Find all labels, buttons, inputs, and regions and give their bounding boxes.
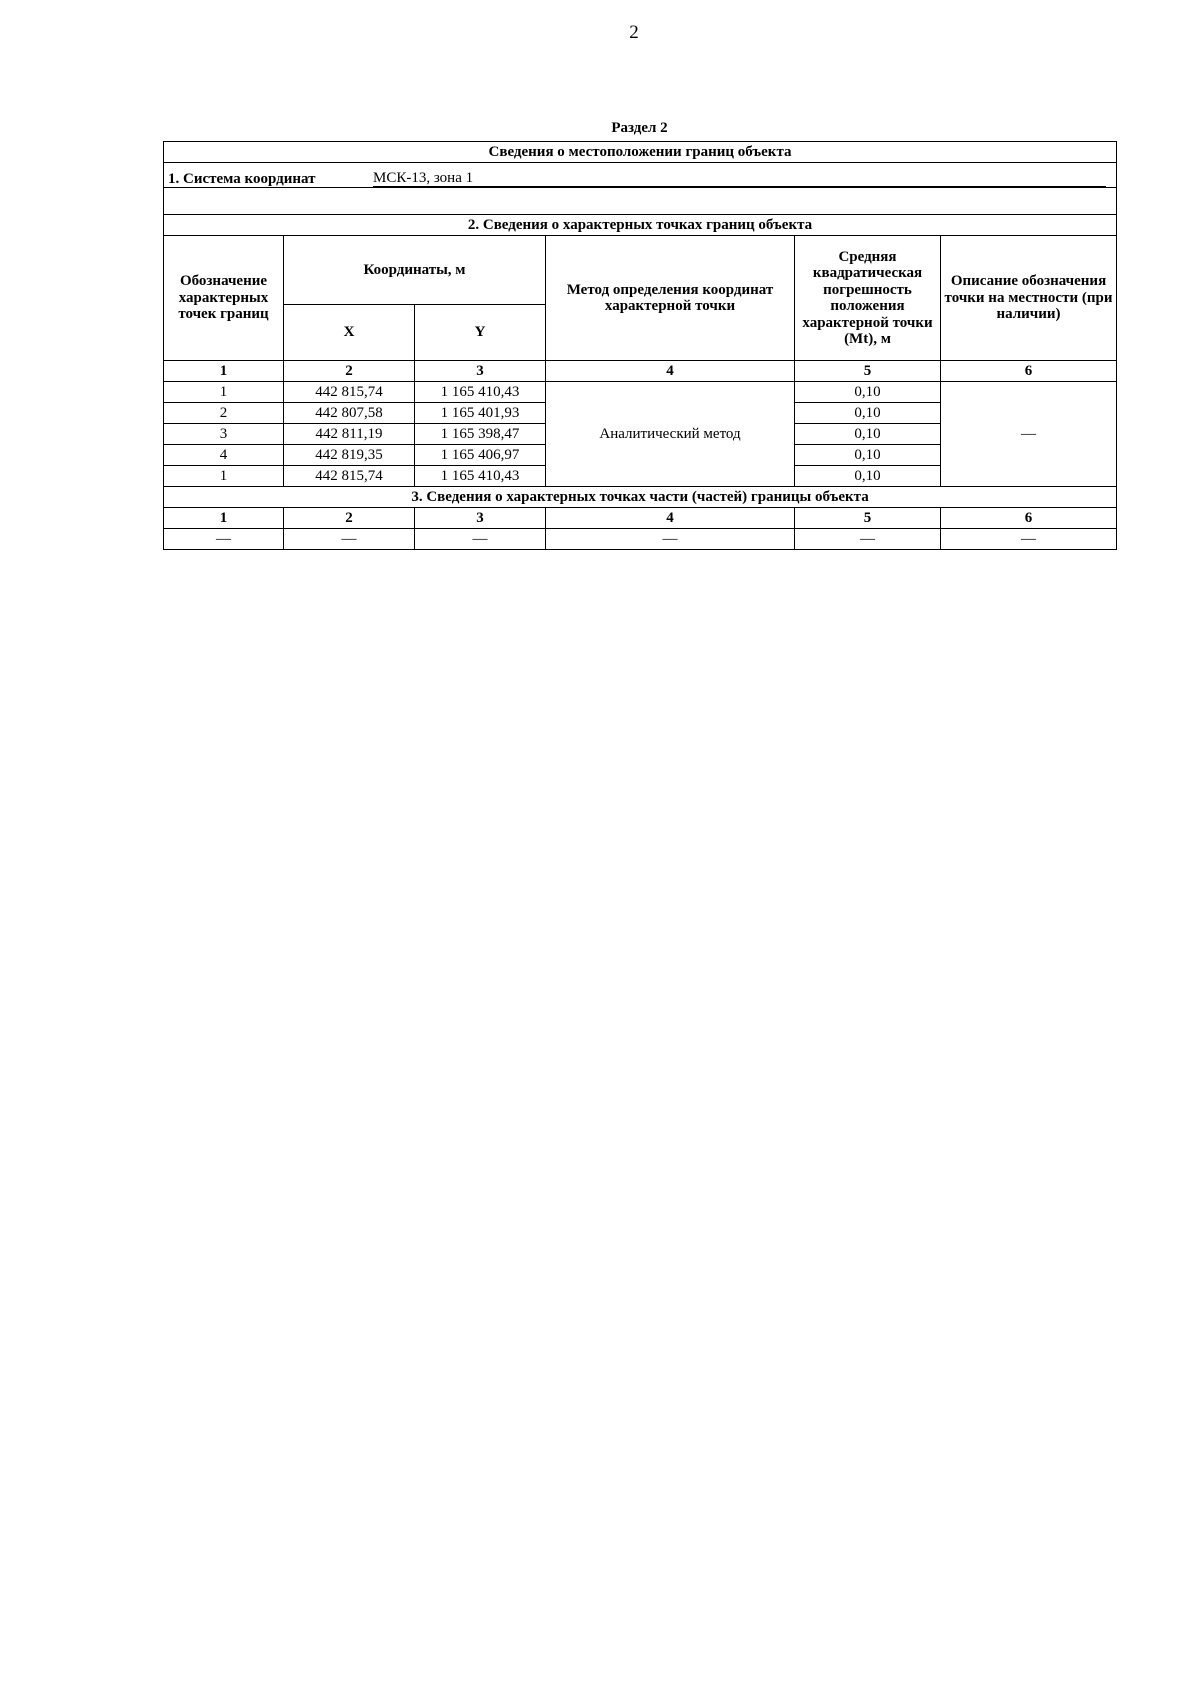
error-cell: 0,10	[795, 403, 941, 424]
header-method: Метод определения координат характерной точки	[546, 236, 795, 361]
column-number-row	[164, 361, 1117, 382]
header-y: Y	[415, 305, 546, 361]
column-number: 4	[546, 361, 795, 382]
column-number: 6	[941, 361, 1117, 382]
header-x: X	[284, 305, 415, 361]
table-row	[164, 382, 1117, 403]
y-cell: 1 165 410,43	[415, 382, 546, 403]
subsection2-title: 2. Сведения о характерных точках границ объекта	[164, 215, 1117, 236]
table-title: Сведения о местоположении границ объекта	[164, 142, 1117, 163]
point-cell: 4	[164, 445, 284, 466]
subsection3-column-number-row	[164, 508, 1117, 529]
error-cell: 0,10	[795, 424, 941, 445]
point-cell: 2	[164, 403, 284, 424]
section-title: Раздел 2	[611, 120, 668, 136]
coord-system-row	[164, 163, 1117, 188]
y-cell: 1 165 401,93	[415, 403, 546, 424]
dash-cell: —	[415, 529, 546, 550]
header-row-1	[164, 236, 1117, 305]
y-cell: 1 165 406,97	[415, 445, 546, 466]
dash-cell: —	[546, 529, 795, 550]
dash-cell: —	[164, 529, 284, 550]
column-number: 3	[415, 361, 546, 382]
y-cell: 1 165 410,43	[415, 466, 546, 487]
column-number: 1	[164, 508, 284, 529]
y-cell: 1 165 398,47	[415, 424, 546, 445]
column-number: 1	[164, 361, 284, 382]
header-description: Описание обозначения точки на местности (при наличии)	[941, 236, 1117, 361]
column-number: 5	[795, 508, 941, 529]
header-error: Средняя квадратическая погрешность положения характерной точки (Mt), м	[795, 236, 941, 361]
boundary-table	[163, 141, 1117, 550]
subsection3-row	[164, 529, 1117, 550]
dash-cell: —	[795, 529, 941, 550]
dash-cell: —	[284, 529, 415, 550]
column-number: 2	[284, 361, 415, 382]
x-cell: 442 807,58	[284, 403, 415, 424]
x-cell: 442 815,74	[284, 466, 415, 487]
description-cell: —	[941, 382, 1117, 487]
header-coords: Координаты, м	[284, 236, 546, 305]
subsection2-title-row	[164, 215, 1117, 236]
dash-cell: —	[941, 529, 1117, 550]
coord-system-label: 1. Система координат	[168, 170, 316, 187]
error-cell: 0,10	[795, 445, 941, 466]
column-number: 4	[546, 508, 795, 529]
point-cell: 1	[164, 382, 284, 403]
header-point: Обозначение характерных точек границ	[164, 236, 284, 361]
page-number: 2	[629, 22, 639, 43]
blank-row	[164, 188, 1117, 215]
method-cell: Аналитический метод	[546, 382, 795, 487]
x-cell: 442 815,74	[284, 382, 415, 403]
column-number: 6	[941, 508, 1117, 529]
subsection3-title-row	[164, 487, 1117, 508]
error-cell: 0,10	[795, 466, 941, 487]
subsection3-title: 3. Сведения о характерных точках части (частей) границы объекта	[164, 487, 1117, 508]
table-title-row	[164, 142, 1117, 163]
x-cell: 442 811,19	[284, 424, 415, 445]
error-cell: 0,10	[795, 382, 941, 403]
point-cell: 3	[164, 424, 284, 445]
column-number: 2	[284, 508, 415, 529]
point-cell: 1	[164, 466, 284, 487]
column-number: 5	[795, 361, 941, 382]
column-number: 3	[415, 508, 546, 529]
x-cell: 442 819,35	[284, 445, 415, 466]
coord-system-value: МСК-13, зона 1	[373, 170, 1106, 188]
